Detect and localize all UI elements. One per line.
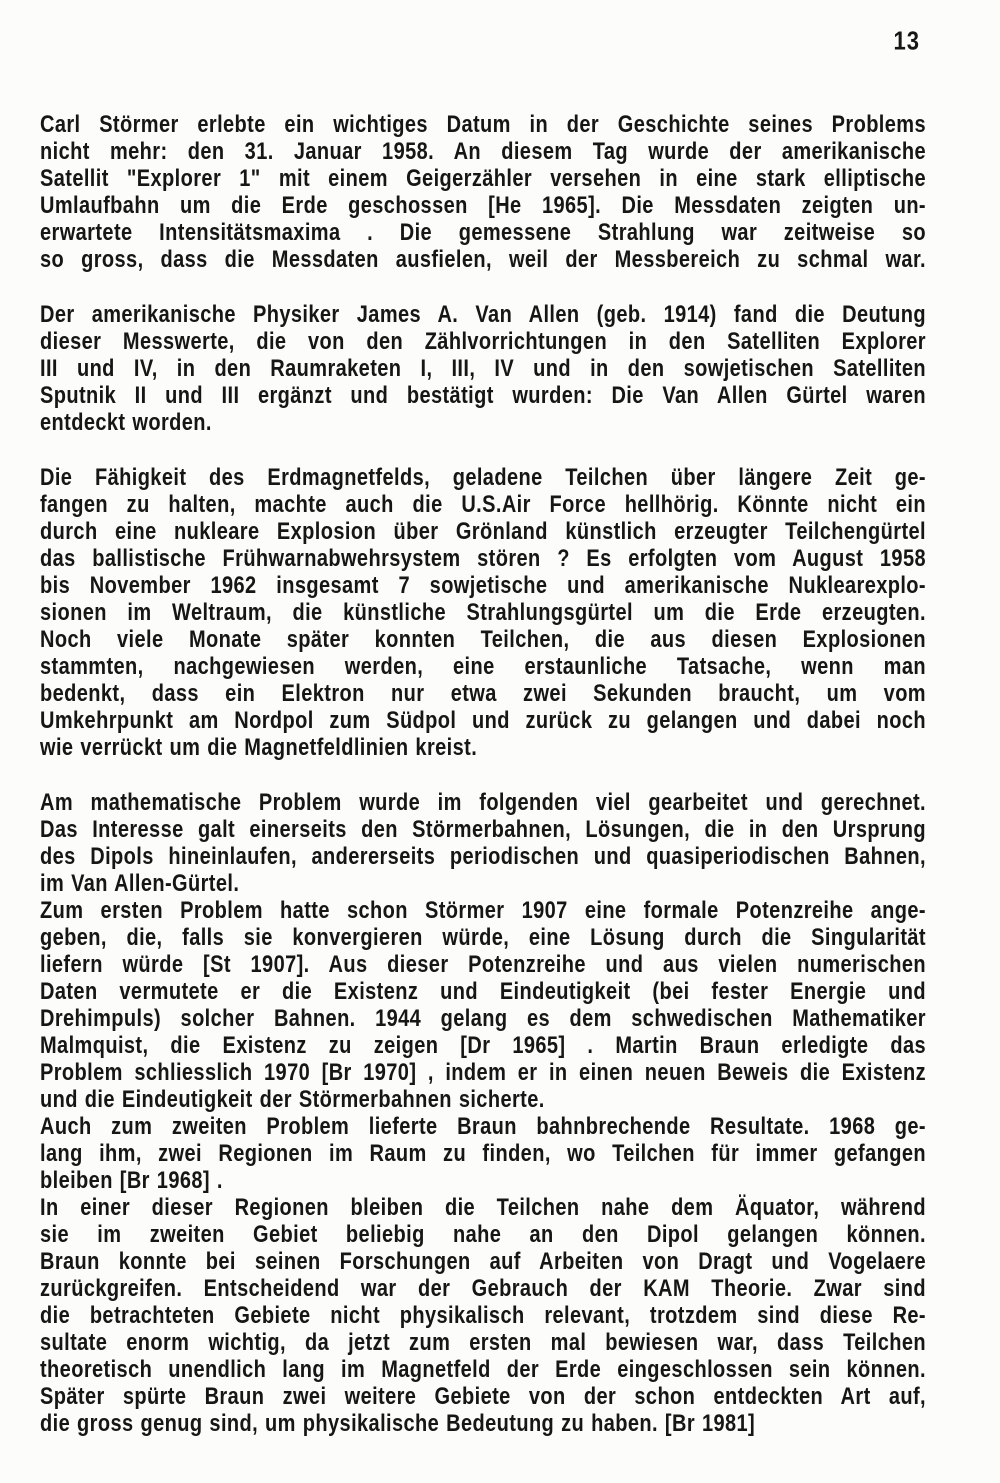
text-line: die gross genug sind, um physikalische Bedeutung zu haben. [Br 1981]	[40, 1410, 756, 1438]
text-line: liefern würde [St 1907]. Aus dieser Potenzreihe und aus vielen numerischen	[40, 951, 926, 979]
text-line: sultate enorm wichtig, da jetzt zum ersten mal bewiesen war, dass Teilchen	[40, 1329, 926, 1357]
text-line: das ballistische Frühwarnabwehrsystem stören ? Es erfolgten vom August 1958	[40, 545, 926, 573]
paragraph	[40, 302, 926, 437]
text-line: Noch viele Monate später konnten Teilchen, die aus diesen Explosionen	[40, 626, 926, 654]
text-line: entdeckt worden.	[40, 409, 212, 437]
text-line: Carl Störmer erlebte ein wichtiges Datum in der Geschichte seines Problems	[40, 111, 926, 139]
text-line: bedenkt, dass ein Elektron nur etwa zwei Sekunden braucht, um vom	[40, 680, 926, 708]
text-line: im Van Allen-Gürtel.	[40, 870, 240, 898]
paragraph	[40, 112, 926, 274]
text-line: nicht mehr: den 31. Januar 1958. An diesem Tag wurde der amerikanische	[40, 138, 926, 166]
text-line: des Dipols hineinlaufen, andererseits periodischen und quasiperiodischen Bahnen,	[40, 843, 926, 871]
text-line: Problem schliesslich 1970 [Br 1970] , indem er in einen neuen Beweis die Existenz	[40, 1059, 926, 1087]
text-line: bleiben [Br 1968] .	[40, 1167, 223, 1195]
text-line: stammten, nachgewiesen werden, eine erstaunliche Tatsache, wenn man	[40, 653, 926, 681]
text-line: so gross, dass die Messdaten ausfielen, weil der Messbereich zu schmal war.	[40, 246, 926, 274]
text-line: Am mathematische Problem wurde im folgenden viel gearbeitet und gerechnet.	[40, 789, 926, 817]
text-line: und die Eindeutigkeit der Störmerbahnen sicherte.	[40, 1086, 545, 1114]
text-line: Umkehrpunkt am Nordpol zum Südpol und zurück zu gelangen und dabei noch	[40, 707, 926, 735]
text-line: erwartete Intensitätsmaxima . Die gemessene Strahlung war zeitweise so	[40, 219, 926, 247]
text-line: Der amerikanische Physiker James A. Van Allen (geb. 1914) fand die Deutung	[40, 301, 926, 329]
text-block	[40, 112, 926, 1466]
text-line: Drehimpuls) solcher Bahnen. 1944 gelang es dem schwedischen Mathematiker	[40, 1005, 926, 1033]
text-line: fangen zu halten, machte auch die U.S.Air Force hellhörig. Könnte nicht ein	[40, 491, 926, 519]
text-line: sionen im Weltraum, die künstliche Strahlungsgürtel um die Erde erzeugten.	[40, 599, 926, 627]
text-line: Später spürte Braun zwei weitere Gebiete von der schon entdeckten Art auf,	[40, 1383, 926, 1411]
text-line: geben, die, falls sie konvergieren würde, eine Lösung durch die Singularität	[40, 924, 926, 952]
text-line: Satellit "Explorer 1" mit einem Geigerzähler versehen in eine stark elliptische	[40, 165, 926, 193]
paragraph	[40, 790, 926, 1438]
text-line: Malmquist, die Existenz zu zeigen [Dr 1965] . Martin Braun erledigte das	[40, 1032, 926, 1060]
text-line: Braun konnte bei seinen Forschungen auf Arbeiten von Dragt und Vogelaere	[40, 1248, 926, 1276]
paragraph	[40, 465, 926, 762]
text-line: sie im zweiten Gebiet beliebig nahe an den Dipol gelangen können.	[40, 1221, 926, 1249]
text-line: Die Fähigkeit des Erdmagnetfelds, geladene Teilchen über längere Zeit ge-	[40, 464, 926, 492]
page-number: 13	[893, 25, 920, 56]
text-line: Daten vermutete er die Existenz und Eindeutigkeit (bei fester Energie und	[40, 978, 926, 1006]
text-line: durch eine nukleare Explosion über Grönland künstlich erzeugter Teilchengürtel	[40, 518, 926, 546]
text-line: wie verrückt um die Magnetfeldlinien kreist.	[40, 734, 478, 762]
text-line: bis November 1962 insgesamt 7 sowjetische und amerikanische Nuklearexplo-	[40, 572, 926, 600]
text-line: die betrachteten Gebiete nicht physikalisch relevant, trotzdem sind diese Re-	[40, 1302, 926, 1330]
text-line: Sputnik II und III ergänzt und bestätigt wurden: Die Van Allen Gürtel waren	[40, 382, 926, 410]
text-line: Umlaufbahn um die Erde geschossen [He 1965]. Die Messdaten zeigten un-	[40, 192, 926, 220]
text-line: Das Interesse galt einerseits den Störmerbahnen, Lösungen, die in den Ursprung	[40, 816, 926, 844]
text-line: zurückgreifen. Entscheidend war der Gebrauch der KAM Theorie. Zwar sind	[40, 1275, 926, 1303]
text-line: Zum ersten Problem hatte schon Störmer 1907 eine formale Potenzreihe ange-	[40, 897, 926, 925]
text-line: lang ihm, zwei Regionen im Raum zu finden, wo Teilchen für immer gefangen	[40, 1140, 926, 1168]
text-line: dieser Messwerte, die von den Zählvorrichtungen in den Satelliten Explorer	[40, 328, 926, 356]
text-line: Auch zum zweiten Problem lieferte Braun bahnbrechende Resultate. 1968 ge-	[40, 1113, 926, 1141]
text-line: theoretisch unendlich lang im Magnetfeld der Erde eingeschlossen sein können.	[40, 1356, 926, 1384]
text-line: In einer dieser Regionen bleiben die Teilchen nahe dem Äquator, während	[40, 1194, 926, 1222]
text-line: III und IV, in den Raumraketen I, III, IV und in den sowjetischen Satelliten	[40, 355, 926, 383]
